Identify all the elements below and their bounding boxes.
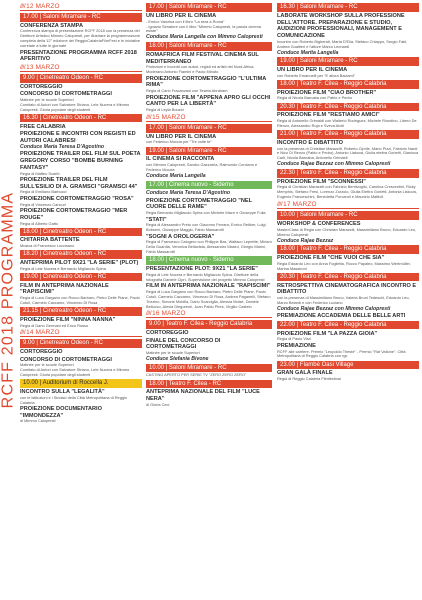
event-title: FREE CALABRIA [20,123,66,130]
day-header-slashes: //// [20,3,26,10]
event-description: Regia di Paolo Virzì [277,336,312,342]
venue-time-bar: 19.00 | Saloni Miramare - RC [146,147,272,156]
day-header-slashes: //// [277,201,283,209]
venue-time-bar: 22.00 | Teatro F. Cilea - Reggio Calabria [277,321,419,330]
event-description: CASTING APERTO PER SERIE TV "ZERO ZERO ZERO" [146,372,247,378]
event-description: Regia di Vincenzo Cancuri [20,201,66,207]
event-title: UN LIBRO PER IL CINEMA [146,133,217,140]
venue-time-bar: 19.00 | Cinetreatro Odeon - RC [20,273,142,282]
venue-time-bar: 10.00 | Saloni Miramare - RC [146,364,272,373]
event-title: PROIEZIONE TRAILER DEL FILM SUL POETA GREGORY CORSO "BOMBE BURNING FANTASY" [20,151,141,171]
venue-time-bar: 18.00 | Cinetreatro Odeon - RC [20,228,142,237]
venue-time-bar: 17.00 | Saloni Miramare - RC [20,13,142,22]
event-title: CORTOREGGIO [20,83,63,90]
event-moderator: Conduce Maria Teresa D'Agostino [146,190,231,197]
venue-time-bar: 17.00 | Saloni Miramare - RC [146,3,272,12]
event-description: con Mimmo Calopresti, Sandro Gazzarria, Raimondo Corciano e Federico Moccia [146,162,258,172]
event-description: - Enrico Vanzina con il libro "La sera a Roma" [146,18,225,24]
event-description: Regia di Francesco Calogero con Philippe Bas, Walfaco Leprette, Miriam Della Guardia, Veronica Bellavista, Alessandro Masini, Giorgio Marini, Fabio Massarotti [146,239,272,255]
event-description: Comitato di Autori con Salvatore Striano, Lele Nucera e Mimmo Calopresti. Giuria popolare degli studenti [20,367,130,378]
event-title: CORTOREGGIO [20,349,63,356]
event-title: "SOGNI A OROLOGERIA" [146,233,215,240]
event-title: ROMAFRICA FILM FESTIVAL CINEMA SUL MEDITERRANEO [146,51,259,65]
event-description: Regia di Reggio Calabria Filmfestival [277,376,341,382]
event-title: PREMIAZIONE [277,342,316,349]
day-header-slashes: //// [20,329,26,337]
venue-time-bar: 18.00 | Cinema nuovo - Siderno [146,256,272,265]
event-description: Regia di Carlo Fracanzani con Teseta Abraham [146,88,228,94]
venue-time-bar: 21.15 | Cinetreatro Odeon - RC [20,307,142,316]
venue-time-bar: 19.00 | Saloni Miramare - RC [277,57,419,66]
event-description: Musica di Francesco Loccisano [20,243,75,249]
event-description: di Mimmo Calopresti [20,418,56,424]
day-header [20,328,142,337]
event-title: LABORATE WORKSHOP SULLA PROFESSIONE DELL'ATTORE. PREPARAZIONE E STUDIO, AUDIZIONI PROFESSIONALI, MANAGEMENT E COMUNICAZIONE [277,12,405,40]
event-title: PROIEZIONE FILM "APPENA APRO GLI OCCHI CANTO PER LA LIBERTÀ" [146,94,271,108]
event-title: CHITARRA BATTENTE [20,237,80,244]
event-title: PROIEZIONE E INCONTRI CON REGISTI ED AUTORI CALABRESI [20,130,136,144]
event-moderator: Conduce Stefania Bivone [146,355,209,362]
event-title: GRAN GALÀ FINALE [277,370,333,377]
event-title: UN LIBRO PER IL CINEMA [277,67,348,74]
day-header-date: 13 MARZO [26,64,60,72]
event-description: Regia di Emiliano Barbucci [20,189,67,195]
event-title: INCONTRO E DIBATTITO [277,139,343,146]
event-moderator: Conduce Maria Langella con Mimmo Calopresti [146,34,263,41]
event-description: Conferenza stampa di presentazione RCFF 2018 con la presenza del Direttore Artistico Mimmo Calopresti, per illustrare la programmazione completa della 12° edizione del ReggioCalabriaFilmFest e le iniziative correlate a tutte le giornate [20,28,141,49]
venue-time-bar: 22.30 | Teatro F. Cilea - Reggio Calabria [277,169,419,178]
event-moderator: Conduce Rajae Bezzaz con Mimmo Calopresti [277,305,391,312]
venue-time-bar: 21.00 | Teatro F. Cilea - Reggio Calabria [277,130,419,139]
day-header-date: 17 MARZO [283,201,317,209]
event-title: ANTEPRIMA NAZIONALE DEL FILM "LUCE NERA" [146,389,260,402]
event-description: con Roberto Emanuelli per "E allora Baciami" [277,72,356,78]
venue-time-bar: 16.30 | Saloni Miramare - RC [277,3,419,12]
event-description: - Ignazio Senatore con il libro "Mimmo Calopresti, la parola cinema esiste" [146,23,261,34]
event-description: Comitato di Autori con Salvatore Striano, Lele Nucera e Mimmo Calopresti. Giuria popolare degli studenti [20,101,130,112]
event-title: PROIEZIONE FILM "CHE VUOI CHE SIA" [277,255,385,262]
event-description: Regia di Alberto Gatto [20,220,59,226]
venue-time-bar: 17.00 | Cinema nuovo - Siderno [146,181,272,190]
event-title: PROIEZIONE FILM "CIAO BROTHER" [277,89,377,96]
event-description: con Federico Moccia per "Tre volte te" [146,139,212,145]
day-header [146,309,272,318]
event-title: CONFERENZA STAMPA [20,22,83,29]
day-header-slashes: //// [146,113,152,121]
event-description: con la presenza di Massimiliano Bruno, Valeria Bruni Tedeschi, Edoardo Leo, Marco Belardi e con Federico Luciano [277,294,410,305]
day-header-date: 16 MARZO [152,310,186,318]
event-description: Regia Edoardo Leo con Anna Foglietta, Rocco Papaleo, Massimo Wertmüller, Marina Massironi [277,260,411,271]
event-title: CONCORSO DI CORTOMETRAGGI [20,356,112,363]
venue-time-bar: 18.00 | Teatro F. Cilea - Reggio Calabria [277,245,419,254]
event-description: Matinée per le scuole Superiori [146,349,200,355]
venue-time-bar: 16.30 | Cinetreatro Odeon - RC [20,114,142,123]
event-description: Proiezioni e incontri con autori, registi ed artisti del Nord-Africa. Moderano Antonio Flamini e Paolo Minuto [146,64,255,75]
event-title: PROIEZIONE FILM "LA PAZZA GIOIA" [277,330,378,337]
schedule-column-left [20,2,142,424]
venue-time-bar: 23.00 | Flambé Oasi Village [277,361,419,370]
venue-time-bar: 18.00 | Saloni Miramare - RC [146,42,272,51]
event-title: WORKSHOP & CONFERENCES [277,220,361,227]
day-header-slashes: //// [146,310,152,318]
event-moderator: Conduce Marita Langella [277,49,339,56]
event-description: Regia Bernardo Migliaccio Spina con Michele Macrì e Giuseppe Fulla [146,210,266,216]
day-header-date: 12 MARZO [26,3,60,10]
event-description: con le istituzioni e i Sindaci della Città Metropolitana di Reggio Calabria [20,394,128,405]
day-header [20,63,142,72]
event-description: Regia di Antonello Grimaldi con Walterio Rodríguez, Michele Riondino, Libero De Rienzo, Alessandro Roja e Sveva Alviti [277,118,417,128]
venue-time-bar: 17.00 | Saloni Miramare - RC [146,124,272,133]
event-description: Regia di Christian Marazziti con Fabrizio Bentivoglio, Carolina Crescentini, Ricky Memphis, Stefano Fresi, Lorenzo Zurzolo, Giulia Elettra Gorietti, Antonia Liskova, Eugenio Franceschini, Benedetta Porcaroli e Maurizio Mattioli [277,184,417,200]
event-description: Matinée per le scuole Superiori [20,362,74,368]
event-title: ANTEPRIMA PILOT 9X21 "LA SERIE" (PLOT) [20,260,139,267]
venue-time-bar: 9.00 | Cinetreatro Odeon - RC [20,339,142,348]
event-title: PROIEZIONE TRAILER DEL FILM SULL'ESILIO DI A. GRAMSCI "GRAMSCI 44" [20,177,138,190]
event-description: Regia di Matteo Scarfò [20,170,60,176]
event-description: di Gloria Ceci [146,401,170,407]
venue-time-bar: 18.00 | Teatro F. Cilea - RC [146,380,272,389]
event-title: FINALE DEL CONCORSO DI CORTOMETRAGGI [146,337,221,351]
event-title: PREMIAZIONE ACCADEMIA DELLE BELLE ARTI [277,312,406,319]
day-header [277,200,419,209]
event-title: PROIEZIONE FILM "SCONNESSI" [277,178,366,185]
event-title: FILM IN ANTEPRIMA NAZIONALE "RAPISCIMI" [20,282,109,296]
event-title: PROIEZIONE FILM "NINNA NANNA" [20,316,116,323]
event-description: Matinée per le scuole Superiori [20,96,74,102]
event-description: Regia di Lele Nucera e Bernardo Migliaccio Spina. Direttore della fotografia Daniele Ciprì, Supervisione del progetto Mimmo Calopresti [146,271,265,282]
event-description: Regia di Dario Germani ed Enzo Russo [20,322,89,328]
event-description: Regia di Luca Gargano con Rocco Barbaro, Pietro Delle Piane, Paolo Cutuli, Carmelo Caccamo, Vincenzo Di Rosa [20,295,140,305]
event-moderator: Conduce Maria Langella [146,172,206,179]
event-description: Regia di Nicola Barnaba con Pablo e Pedro [277,95,353,101]
event-moderator: Conduce Maria Teresa D'Agostino [20,144,105,151]
event-title: PROIEZIONE FILM "RESTIAMO AMICI" [277,112,380,119]
event-title: PROIEZIONE DOCUMENTARIO "IMMONDEZZA" [20,406,102,419]
day-header-date: 14 MARZO [26,329,60,337]
venue-time-bar: 10.00 | Saloni Miramare - RC [277,211,419,220]
venue-time-bar: 18.20 | Cinetreatro Odeon - RC [20,250,142,259]
venue-time-bar: 9.00 | Teatro F. Cilea - Reggio Calabria [146,320,272,329]
venue-time-bar: 10.00 | Auditorium di Roccella J. [20,379,142,388]
day-header-date: 15 MARZO [152,113,186,121]
event-title: PRESENTAZIONE PLOT: 9X21 "LA SERIE" [146,266,258,273]
day-header [20,2,142,11]
venue-time-bar: 9.00 | Cinetreatro Odeon - RC [20,74,142,83]
event-title: INCONTRO SULLA "LEGALITÀ" [20,388,105,395]
event-description: con la presenza di Christian Marazziti, Roberto Ciprile, Mario Pizzi, Fabrizio Nardi e Nico Di Renzo (Pablo e Pedro), Antonio Liakova, Giulia elettra Gorietti, Gianluca Carli, Nicola Barnaba, Antonello Grimaldi [277,145,419,161]
event-title: "STATI" [146,216,167,223]
vertical-title-text: RCFF 2018 PROGRAMMA [0,191,17,409]
event-moderator: Conduce Rajae Bezzaz [277,237,334,244]
event-title: PROIEZIONE CORTOMETRAGGIO "L'ULTIMA RIMA" [146,75,267,89]
event-description: Regia di Leyla Bouzid [146,107,184,113]
event-title: FILM IN ANTEPRIMA NAZIONALE "RAPISCIMI" [146,283,271,290]
event-title: CONCORSO DI CORTOMETRAGGI [20,91,112,98]
event-description: MasterClass di Regia con Christian Marazziti, Massimiliano Bruno, Edoardo Leo, Mimmo Calopresti [277,226,417,237]
venue-time-bar: 18.00 | Teatro F. Cilea - Reggio Calabria [277,80,419,89]
venue-time-bar: 20.30 | Teatro F. Cilea - Reggio Calabria [277,273,419,282]
event-title: UN LIBRO PER IL CINEMA [146,12,217,19]
event-description: RCFF alle carriere. Premio "Leopoldo Trieste" - Premio "Raf Vallone". Città Metropolitana di Reggio Calabria con rgc [277,348,406,359]
event-title: RETROSPETTIVA CINEMATOGRAFICA INCONTRO E DIBATTITO [277,282,417,296]
schedule-column-right [277,2,419,382]
vertical-festival-title [0,0,17,600]
event-moderator: Conduce Rajae Bezzaz con Mimmo Calopresti [277,161,391,168]
event-title: PROIEZIONE CORTOMETRAGGIO "MER ROUGE" [20,208,128,221]
event-title: PRESENTAZIONE PROGRAMMA RCFF 2018 APERITIVO [20,49,137,63]
event-title: PROIEZIONE CORTOMETRAGGIO "ROSA" [20,195,134,202]
day-header [146,113,272,122]
schedule-column-middle [146,2,272,408]
event-description: Regia di Alessandro Preto con Giacomo Ferrara, Enrico Reitker, Luigi Bobseni, Giuseppe Maggio, Fabio Massarotti [146,222,266,233]
venue-time-bar: 20.30 | Teatro F. Cilea - Reggio Calabria [277,103,419,112]
event-title: CORTOREGGIO [146,330,189,337]
day-header-slashes: //// [20,64,26,72]
event-description: Regia di Lele Nucera e Bernardo Migliaccio Spina [20,265,106,271]
event-description: Incontro con Roberto Bigherati, Marta D'Elia, Stefano Chiappo, Sergio Fabi, Andrea Gualtieri e l'attore Marco Leonardi [277,38,408,49]
event-title: PROIEZIONE CORTOMETRAGGIO "NEL CUORE DELLE RAME" [146,197,252,211]
event-description: Regia di Luca Gargano con Rocco Barbaro, Pietro Delle Piane, Paolo Cutuli, Carmelo Caccamo, Vincenzo Di Rosa, Andrea Paganelli, Stefano Trizzino, Simone Mobilia, Dario Scarciglia, Alessia Moisé, Daniele Bellocco, Alexia Diegoremi, Juan Pablo Pires, Virgilio Castelo [146,288,271,309]
event-title: IL CINEMA SI RACCONTA [146,156,215,163]
